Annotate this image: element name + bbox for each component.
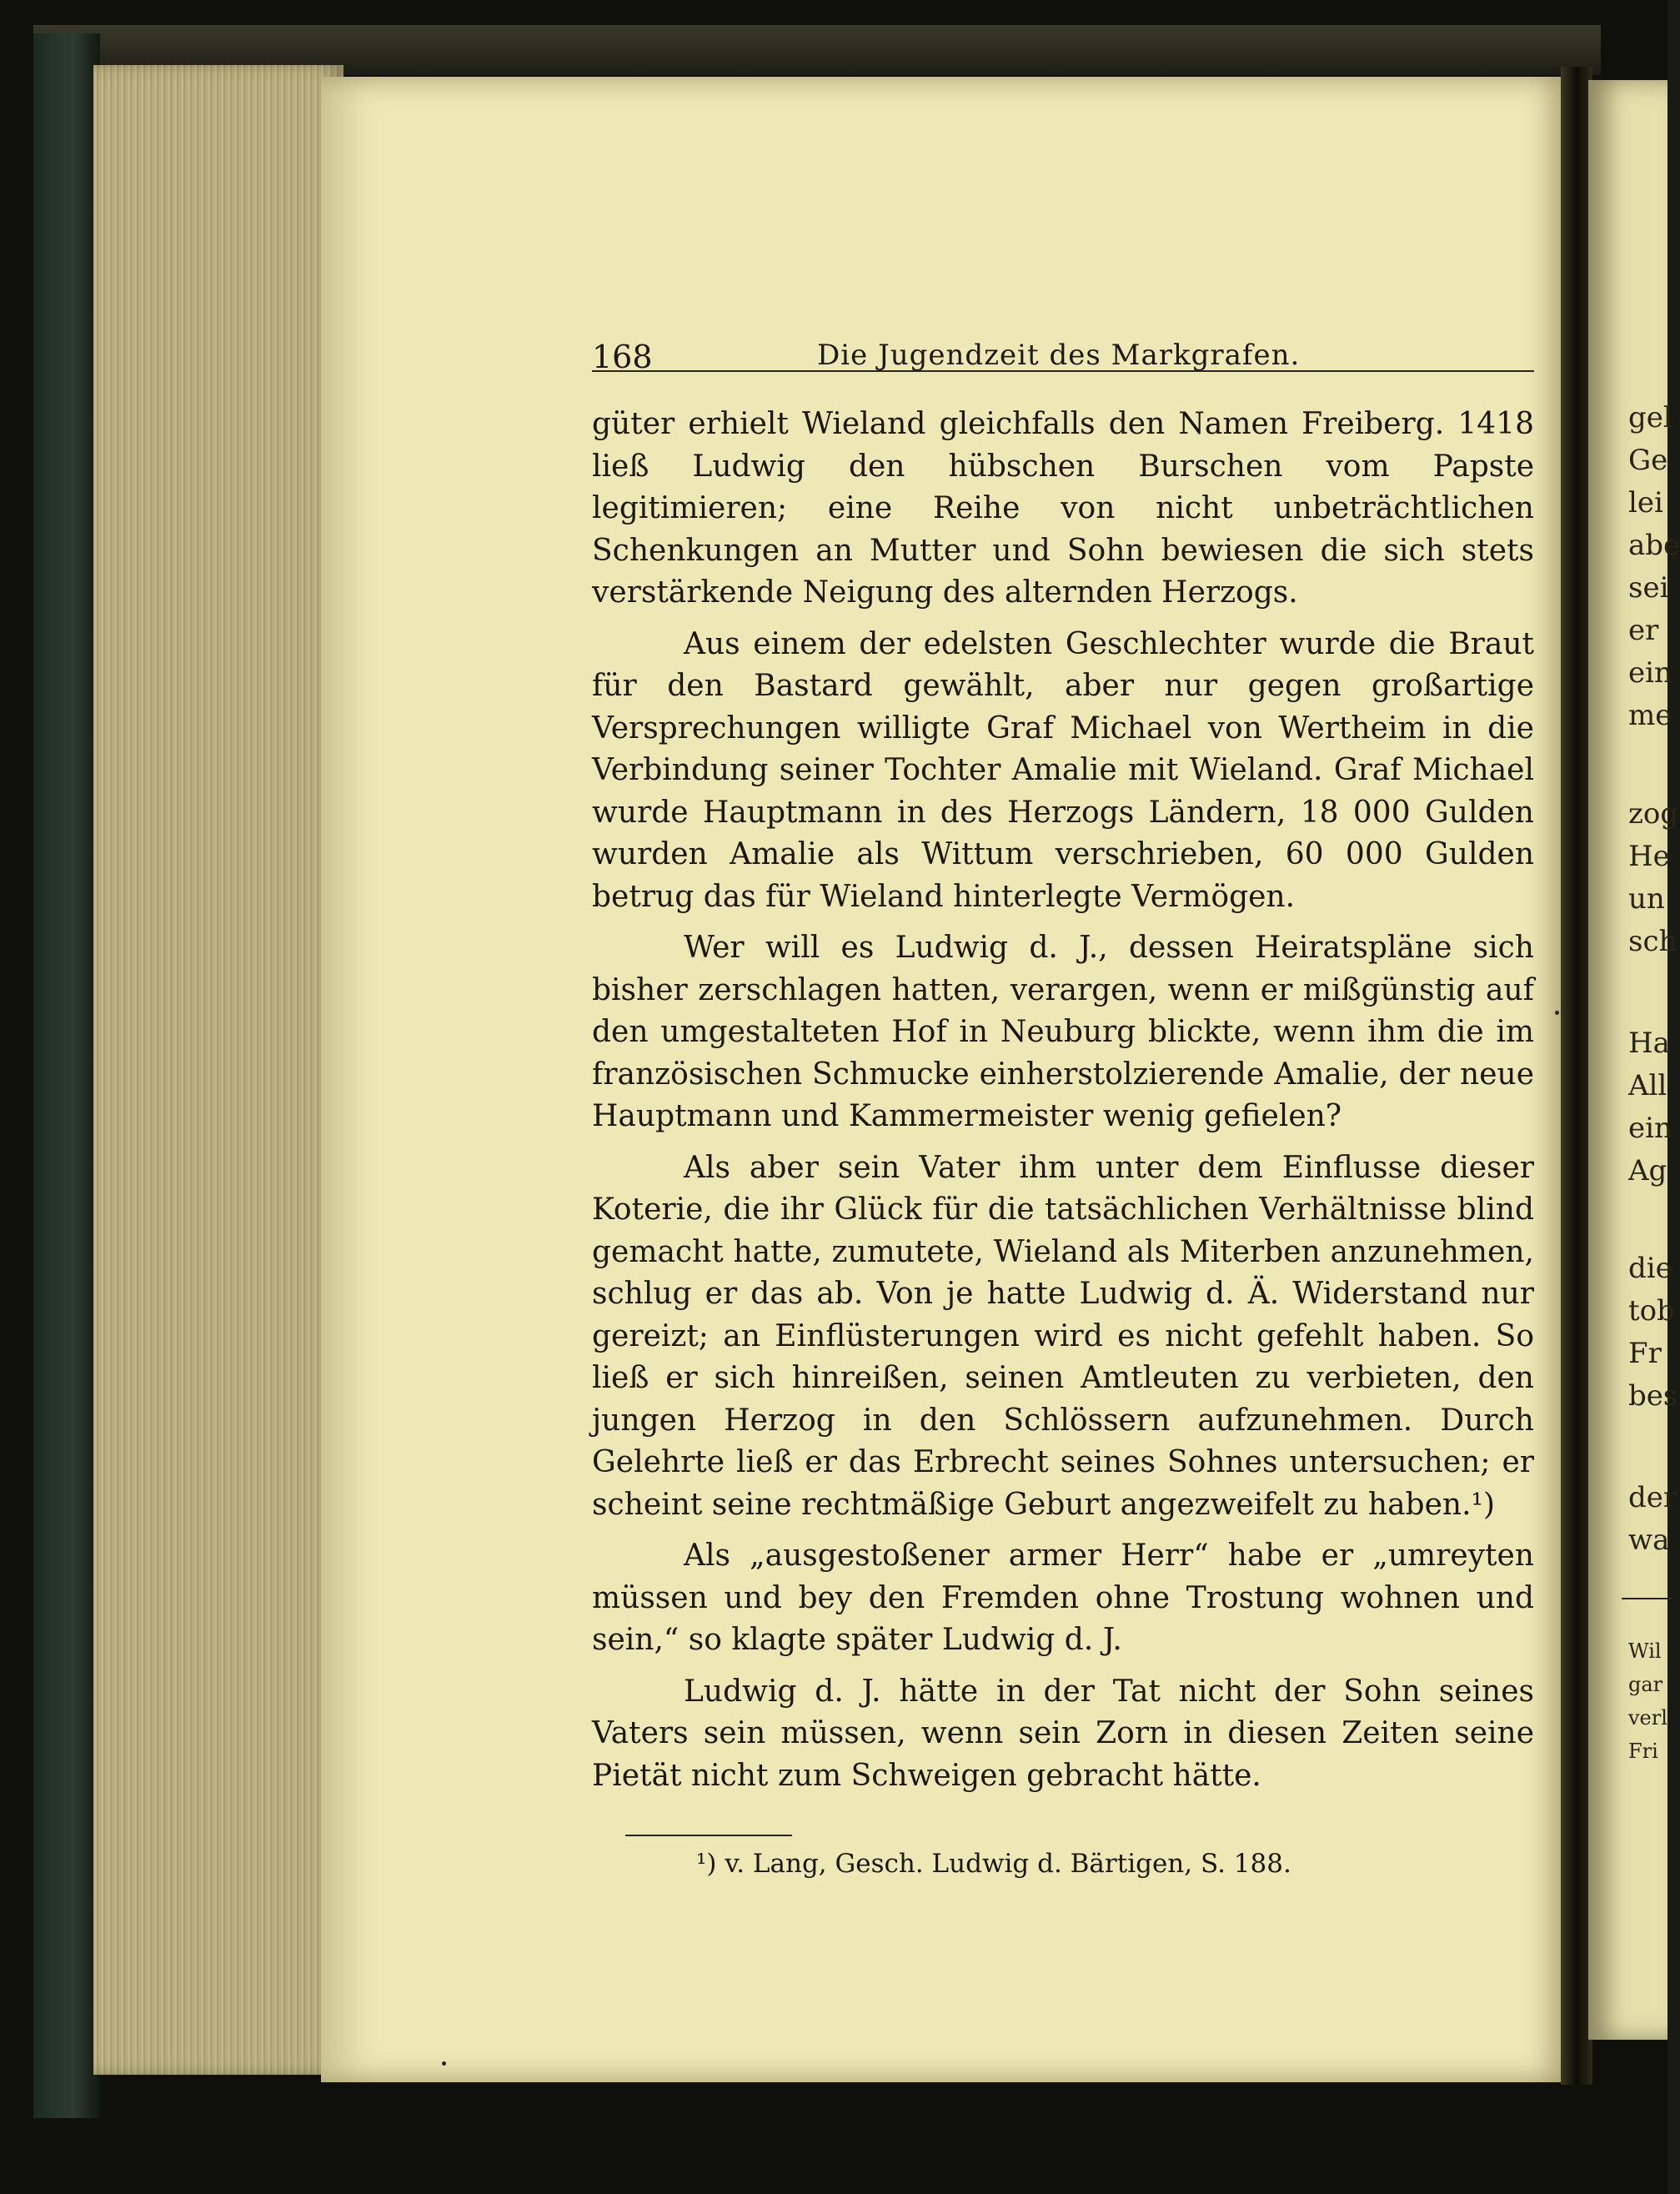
page-header xyxy=(592,334,1534,375)
page-stack-edges xyxy=(93,65,344,2075)
next-page-fragment: Ag xyxy=(1628,1154,1667,1187)
next-page-fragment: sch xyxy=(1628,925,1677,958)
next-page-fragment: gar xyxy=(1628,1673,1663,1696)
paragraph: güter erhielt Wieland gleichfalls den Namen Freiberg. 1418 ließ Ludwig den hübschen Burschen vom Papste legitimieren; eine Reihe von nicht unbeträchtlichen Schenkungen an Mutter und Sohn bewiesen die sich stets verstärkende Neigung des alternden Herzogs. xyxy=(592,407,1534,610)
next-page-fragment: der xyxy=(1628,1481,1677,1514)
next-page-fragment: Fri xyxy=(1628,1740,1658,1763)
next-page-fragment: er xyxy=(1628,614,1659,647)
page-number: 168 xyxy=(592,339,653,375)
next-page-fragment: gel xyxy=(1628,401,1672,434)
next-page-fragment: Ge xyxy=(1628,444,1668,477)
next-page-fragment: sei xyxy=(1628,571,1669,605)
paper-speck xyxy=(1555,1011,1559,1015)
next-page-fragment: die xyxy=(1628,1252,1672,1285)
next-page-fragment: ein xyxy=(1628,656,1672,690)
next-page-fragment: un xyxy=(1628,882,1665,916)
next-page-fragment: zog xyxy=(1628,797,1679,831)
next-page-fragment: Wil xyxy=(1628,1639,1662,1663)
next-page-rule xyxy=(1622,1598,1672,1599)
book-cover-left xyxy=(33,33,100,2118)
next-page-fragment: wa xyxy=(1628,1524,1670,1557)
footnote: ¹) v. Lang, Gesch. Ludwig d. Bärtigen, S. 188. xyxy=(696,1849,1291,1879)
next-page-fragment: lei xyxy=(1628,486,1663,520)
next-page-fragment: Ha xyxy=(1628,1027,1670,1060)
next-page-fragment: He xyxy=(1628,840,1670,873)
paragraph: Ludwig d. J. hätte in der Tat nicht der Sohn seines Vaters sein müssen, wenn sein Zorn in diesen Zeiten seine Pietät nicht zum Schweigen gebracht hätte. xyxy=(592,1674,1534,1793)
next-page-fragment: me xyxy=(1628,699,1672,732)
next-page-edge xyxy=(1588,80,1680,2040)
paragraph: Wer will es Ludwig d. J., dessen Heiratspläne sich bisher zerschlagen hatten, verargen, wenn er mißgünstig auf den umgestalteten Hof in Neuburg blickte, wenn ihm die im französischen Schmucke einherstolzierende Amalie, der neue Hauptmann und Kammermeister wenig gefielen? xyxy=(592,931,1534,1133)
paragraph: Als „ausgestoßener armer Herr“ habe er „umreyten müssen und bey den Fremden ohne Trostung wohnen und sein,“ so klagte später Ludwig d. J. xyxy=(592,1539,1534,1657)
next-page-fragment: verl xyxy=(1628,1706,1667,1730)
paper-speck xyxy=(442,2061,446,2066)
next-page-fragment: abe xyxy=(1628,529,1680,562)
paragraph: Aus einem der edelsten Geschlechter wurde die Braut für den Bastard gewählt, aber nur gegen großartige Versprechungen willigte Graf Michael von Wertheim in die Verbindung seiner Tochter Amalie mit Wieland. Graf Michael wurde Hauptmann in des Herzogs Ländern, 18 000 Gulden wurden Amalie als Wittum verschrieben, 60 000 Gulden betrug das für Wieland hinterlegte Vermögen. xyxy=(592,626,1534,914)
running-head: Die Jugendzeit des Markgrafen. xyxy=(817,339,1301,372)
header-rule xyxy=(592,370,1534,372)
book-page xyxy=(321,77,1563,2082)
next-page-fragment: ein xyxy=(1628,1112,1672,1145)
footnote-rule xyxy=(625,1835,792,1836)
next-page-fragment: Fr xyxy=(1628,1337,1662,1370)
next-page-fragment: bes xyxy=(1628,1379,1678,1413)
next-page-fragment: All xyxy=(1628,1069,1667,1102)
paragraph: Als aber sein Vater ihm unter dem Einflusse dieser Koterie, die ihr Glück für die tatsächlichen Verhältnisse blind gemacht hatte, zumutete, Wieland als Miterben anzunehmen, schlug er das ab. Von je hatte Ludwig d. Ä. Widerstand nur gereizt; an Einflüsterungen wird es nicht gefehlt haben. So ließ er sich hinreißen, seinen Amtleuten zu verbieten, den jungen Herzog in den Schlössern aufzunehmen. Durch Gelehrte ließ er das Erbrecht seines Sohnes untersuchen; er scheint seine rechtmäßige Geburt angezweifelt zu haben.¹) xyxy=(592,1150,1534,1522)
next-page-fragment: tob xyxy=(1628,1294,1675,1328)
body-text xyxy=(592,404,1534,1806)
